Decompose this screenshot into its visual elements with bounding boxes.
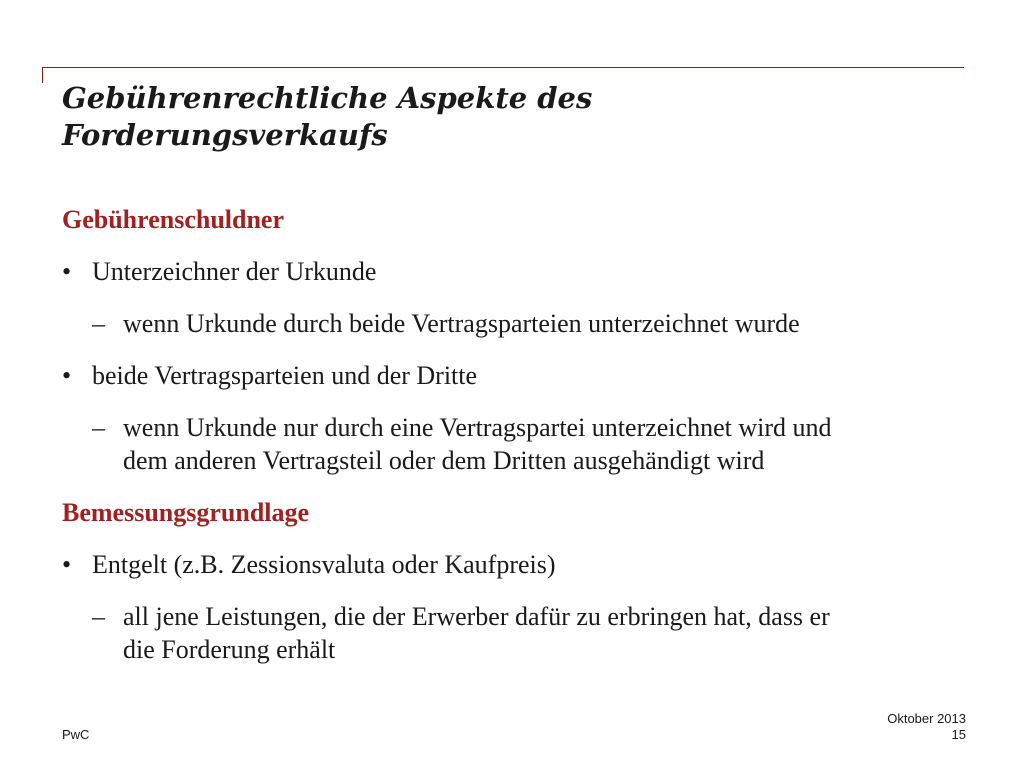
sub-bullet-text-line-1: wenn Urkunde nur durch eine Vertragspartei unterzeichnet wird und [123, 413, 832, 442]
bullet-text: Entgelt (z.B. Zessionsvaluta oder Kaufpreis) [92, 550, 556, 579]
bullet-item [62, 255, 1002, 288]
sub-bullet-text-line-2: die Forderung erhält [123, 635, 336, 664]
sub-bullet-marker: – [92, 413, 105, 442]
bullet-text: beide Vertragsparteien und der Dritte [92, 361, 478, 390]
bullet-marker: • [62, 257, 72, 286]
footer-page-number: 15 [951, 727, 966, 742]
slide-content [62, 203, 1002, 685]
footer-date: Oktober 2013 [887, 711, 966, 726]
footer-company: PwC [62, 727, 90, 742]
sub-bullet-item [62, 411, 1002, 477]
sub-bullet-marker: – [92, 602, 105, 631]
bullet-marker: • [62, 550, 72, 579]
header-rule-tick [42, 67, 43, 83]
sub-bullet-item [62, 307, 1002, 340]
slide-title-line-2: Forderungsverkaufs [62, 118, 388, 152]
slide-title [62, 80, 962, 154]
footer-meta [887, 711, 966, 743]
sub-bullet-text: wenn Urkunde durch beide Vertragsparteien unterzeichnet wurde [123, 309, 800, 338]
bullet-item [62, 359, 1002, 392]
sub-bullet-marker: – [92, 309, 105, 338]
section-heading-gebuehrenschuldner: Gebührenschuldner [62, 205, 285, 234]
header-rule [42, 67, 964, 68]
sub-bullet-text-line-1: all jene Leistungen, die der Erwerber dafür zu erbringen hat, dass er [123, 602, 830, 631]
bullet-marker: • [62, 361, 72, 390]
sub-bullet-text-line-2: dem anderen Vertragsteil oder dem Dritten ausgehändigt wird [123, 446, 765, 475]
sub-bullet-item [62, 600, 1002, 666]
bullet-text: Unterzeichner der Urkunde [92, 257, 377, 286]
bullet-item [62, 548, 1002, 581]
section-heading-bemessungsgrundlage: Bemessungsgrundlage [62, 498, 310, 527]
slide-title-line-1: Gebührenrechtliche Aspekte des [62, 81, 593, 115]
